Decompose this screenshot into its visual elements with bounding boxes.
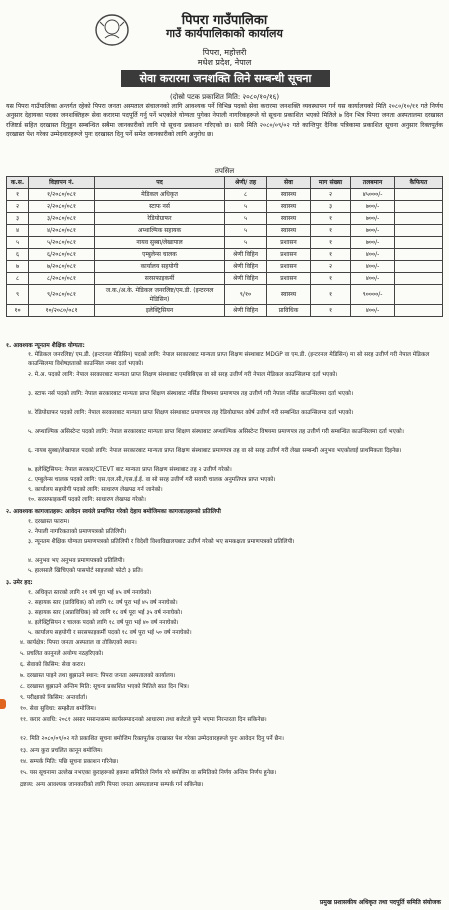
table-cell: ७ bbox=[7, 261, 29, 273]
table-cell: २ bbox=[7, 201, 29, 213]
table-cell: श्रेणी विहिन bbox=[225, 305, 267, 317]
col-header: माग संख्या bbox=[311, 177, 351, 189]
table-cell bbox=[395, 249, 443, 261]
table-cell: ९ bbox=[7, 285, 29, 305]
table-cell: १/२०८०/०८१ bbox=[29, 189, 95, 201]
table-cell: १ bbox=[7, 189, 29, 201]
table-cell: ४/२०८०/०८१ bbox=[29, 225, 95, 237]
table-cell: ९/१० bbox=[225, 285, 267, 305]
office-header bbox=[0, 6, 449, 68]
table-cell: मेडिकल अधिकृत bbox=[95, 189, 225, 201]
table-cell: श्रेणी विहिन bbox=[225, 261, 267, 273]
table-cell: ३ bbox=[311, 201, 351, 213]
table-caption: तपसिल bbox=[214, 167, 235, 175]
col-header: क.स. bbox=[7, 177, 29, 189]
section-heading: ३. उमेर हद: bbox=[6, 580, 33, 586]
table-cell: १० bbox=[7, 305, 29, 317]
notice-clause: १४. सम्पर्क मिति: पछि सूचना प्रकाशन गरिनेछ। bbox=[20, 759, 119, 765]
table-cell: ४५०००/- bbox=[351, 189, 395, 201]
table-cell: अप्थाल्मिक सहायक bbox=[95, 225, 225, 237]
table-cell: २ bbox=[311, 261, 351, 273]
table-row bbox=[7, 213, 443, 225]
table-row bbox=[7, 225, 443, 237]
qualification-item: ९. कार्यालय सहयोगी पदको लागि: साधारण लेखपढ गर्न जानेको। bbox=[28, 487, 163, 493]
notice-clause: १२. मिति २०८०/०९/०२ गते प्रकाशित सूचना बमोजिम रिक्तपूर्तक दरखास्त पेश गरेका उम्मेदवारहरूले पुनः आवेदन दिनु पर्ने छैन। bbox=[20, 736, 284, 742]
table-cell bbox=[395, 201, 443, 213]
table-cell: ५ bbox=[225, 237, 267, 249]
table-row bbox=[7, 261, 443, 273]
notice-clause: ७. दरखास्त पाइने तथा बुझाउने स्थान: पिपरा जनता अस्पतालको कार्यालय। bbox=[20, 673, 176, 679]
table-cell: स्वास्थ्य bbox=[267, 201, 311, 213]
table-cell: एम्बुलेन्स चालक bbox=[95, 249, 225, 261]
office-address: पिपरा, महोत्तरी bbox=[202, 48, 247, 57]
table-cell: प्राविधिक bbox=[267, 305, 311, 317]
table-cell: ७००/- bbox=[351, 225, 395, 237]
table-cell: ८ bbox=[7, 273, 29, 285]
table-cell: प्रशासन bbox=[267, 237, 311, 249]
table-cell bbox=[395, 189, 443, 201]
table-row bbox=[7, 305, 443, 317]
table-cell: ४००/- bbox=[351, 249, 395, 261]
table-cell: ९/२०८०/०८१ bbox=[29, 285, 95, 305]
notice-clause: १५. यस सूचनामा उल्लेख नभएका कुराहरूको हकमा समितिले निर्णय गरे बमोजिम वा समितिको निर्णय अन्तिम निर्णय हुनेछ। bbox=[20, 770, 277, 776]
document-item: ५. हालसालै खिचिएको पासपोर्ट साइजको फोटो ३ प्रति। bbox=[28, 568, 143, 574]
table-cell: प्रशासन bbox=[267, 273, 311, 285]
table-cell: १०/२०८०/०८१ bbox=[29, 305, 95, 317]
qualification-item: ५. अप्थाल्मिक असिस्टेन्ट पदको लागि: नेपाल सरकारबाट मान्यता प्राप्त शिक्षण संस्थाबाट अप्थाल्मिक असिस्टेन्ट विषयमा प्रमाणपत्र तह उत्तीर्ण गरी सम्बन्धित काउन्सिलमा दर्ता भएको। bbox=[28, 429, 404, 435]
office-subtitle: गाउँ कार्यपालिकाको कार्यालय bbox=[166, 27, 283, 40]
table-row bbox=[7, 237, 443, 249]
table-cell: श्रेणी विहिन bbox=[225, 249, 267, 261]
table-cell: ४००/- bbox=[351, 273, 395, 285]
qualification-item: ८. एम्बुलेन्स चालक पदको लागि: एस.एल.सी./एस.ई.ई. वा सो सरह उत्तीर्ण गरी सवारी चालक अनुमतिपत्र प्राप्त भएको। bbox=[28, 477, 276, 483]
table-cell bbox=[395, 305, 443, 317]
table-cell bbox=[395, 225, 443, 237]
table-cell: ६ bbox=[7, 249, 29, 261]
col-header: श्रेणी/ तह bbox=[225, 177, 267, 189]
document-item: ४. अनुभव भए अनुभव प्रमाणपत्रको प्रतिलिपी। bbox=[28, 558, 125, 564]
age-limit-item: २. सहायक स्तर (प्राविधिक) को लागि १८ वर्ष पूरा भई ४५ वर्ष ननाघेको। bbox=[28, 600, 178, 606]
table-cell: ५ bbox=[225, 225, 267, 237]
notice-clause: द्रष्टव्य: अन्य आवश्यक जानकारीको लागि पिपरा जनता अस्पतालमा सम्पर्क गर्न सकिनेछ। bbox=[20, 782, 204, 788]
document-item: १. दरखास्त फाराम। bbox=[28, 519, 70, 525]
table-cell: स्वास्थ्य bbox=[267, 225, 311, 237]
table-cell: ७००/- bbox=[351, 213, 395, 225]
table-cell: १ bbox=[311, 273, 351, 285]
qualification-item: ३. स्टाफ नर्स पदको लागि: नेपाल सरकारबाट मान्यता प्राप्त शिक्षण संस्थाबाट नर्सिङ विषयमा प्रमाणपत्र तह उत्तीर्ण गरी नेपाल नर्सिङ काउन्सिलमा दर्ता भएको। bbox=[28, 391, 354, 397]
table-cell: १ bbox=[311, 237, 351, 249]
table-cell bbox=[395, 237, 443, 249]
notice-clause: १३. अन्य कुरा प्रचलित कानून बमोजिम। bbox=[20, 748, 103, 754]
table-row bbox=[7, 273, 443, 285]
table-cell: १ bbox=[311, 249, 351, 261]
table-cell bbox=[395, 213, 443, 225]
table-cell: ३/२०८०/०८१ bbox=[29, 213, 95, 225]
table-cell: ९००००/- bbox=[351, 285, 395, 305]
table-cell: स्वास्थ्य bbox=[267, 189, 311, 201]
table-cell: ५/२०८०/०८१ bbox=[29, 237, 95, 249]
table-cell: ७००/- bbox=[351, 237, 395, 249]
office-province: मधेश प्रदेश, नेपाल bbox=[197, 58, 252, 67]
table-cell: ५ bbox=[225, 201, 267, 213]
table-cell: २ bbox=[311, 189, 351, 201]
table-cell: ज.क./अ.के. मेडिकल जनरलिष्ट/एम.डी. (इन्टरनल मेडिसिन) bbox=[95, 285, 225, 305]
office-name: पिपरा गाउँपालिका bbox=[181, 13, 268, 28]
qualification-item: १. मेडिकल जनरलिष्ट/ एम.डी. (इन्टरनल मेडिसिन) पदको लागि: नेपाल सरकारबाट मान्यता प्राप्त शिक्षण संस्थाबाट MDGP वा एम.डी. (इन्टरनल मेडिसिन) मा सो सरह उत्तीर्ण गरी नेपाल मेडिकल काउन्सिलमा विशेषज्ञताको काउन्सिल नम्बर दर्ता भएको। bbox=[28, 352, 430, 367]
table-cell: श्रेणी विहिन bbox=[225, 273, 267, 285]
document-item: २. नेपाली नागरिकताको प्रमाणपत्रको प्रतिलिपी। bbox=[28, 529, 127, 535]
page-edge-marker bbox=[0, 699, 6, 709]
qualification-item: ४. रेडियोग्राफर पदको लागि: नेपाल सरकारबाट मान्यता प्राप्त शिक्षण संस्थाबाट प्रमाणपत्र तह रेडियोग्राफर कोर्ष उत्तीर्ण गरी सम्बन्धित काउन्सिलमा दर्ता भएको। bbox=[28, 410, 354, 416]
table-row bbox=[7, 189, 443, 201]
col-header: तलबमान bbox=[351, 177, 395, 189]
table-cell: रेडियोग्राफर bbox=[95, 213, 225, 225]
age-limit-item: १. अधिकृत स्तरको लागि २१ वर्ष पूरा भई ४५ वर्ष ननाघेको। bbox=[28, 590, 152, 596]
table-cell: २/२०८०/०८१ bbox=[29, 201, 95, 213]
table-cell: ५ bbox=[7, 237, 29, 249]
qualification-item: २. मे.अ. पदको लागि: नेपाल सरकारबाट मान्यता प्राप्त शिक्षण संस्थाबाट एमबिबिएस वा सो सरह उत्तीर्ण गरी नेपाल मेडिकल काउन्सिलमा दर्ता भएको। bbox=[28, 372, 338, 378]
table-cell: प्रशासन bbox=[267, 249, 311, 261]
notice-clause: १०. सेवा सुविधा: सम्झौता बमोजिम। bbox=[20, 706, 96, 712]
col-header: पद bbox=[95, 177, 225, 189]
notice-intro: यस पिपरा गाउँपालिका अन्तर्गत रहेको पिपरा जनता अस्पताल संचालनको लागि आवश्यक पर्ने विभिन्न पदको सेवा करारमा जनशक्ति व्यवस्थापन गर्न यस कार्यालयको मिति २०८०/१०/११ गते निर्णय अनुसार देहायका पदका जनशक्तिहरू सेवा करारमा पदपूर्ति गर्नु पर्ने भएकोले योग्यता पुगेका नेपाली नागरिकहरूले यो सूचना प्रकाशित भएको मितिले ७ दिन भित्र पिपरा जनता अस्पतालमा दरखास्त रजिष्टर्ड सहित दरखास्त दिनुहुन सम्बन्धित सबैमा जानकारीको लागि यो सूचना प्रकाशन गरिएको छ। साथै मिति २०८०/०९/०२ गते कान्तिपुर दैनिक पत्रिकामा प्रकाशित सूचना अनुसार रिक्तपूर्तक दरखास्त पेश गरेका उम्मेदवारहरूले पुनः दरखास्त दिनु पर्ने समेत जानकारीको लागि अनुरोध छ। bbox=[6, 103, 443, 138]
table-cell: १ bbox=[311, 213, 351, 225]
age-limit-item: ५. कार्यालय सहयोगी र सरसफाइकर्मी पदको १८ वर्ष पूरा भई ५० वर्ष ननाघेको। bbox=[28, 630, 192, 636]
notice-clause: ६. सेवाको किसिम: सेवा करार। bbox=[20, 662, 86, 668]
section-heading: २. आवश्यक कागजातहरू: आवेदन स्वयंले प्रमाणित गरेको देहाय बमोजिमका कागजातहरूको प्रतिलिपी bbox=[6, 509, 221, 515]
table-cell: ४००/- bbox=[351, 261, 395, 273]
table-cell: ४ bbox=[7, 225, 29, 237]
table-header-row bbox=[7, 177, 443, 189]
table-cell: ८/२०८०/०८१ bbox=[29, 273, 95, 285]
table-cell: ७/२०८०/०८१ bbox=[29, 261, 95, 273]
table-cell: १ bbox=[311, 285, 351, 305]
vacancy-table bbox=[6, 176, 443, 317]
col-header: सेवा bbox=[267, 177, 311, 189]
notice-clause: ५. प्रचलित कानूनले अयोग्य नठहरिएको। bbox=[20, 651, 104, 657]
publish-date: (दोस्रो पटक प्रकाशित मिति: २०८०/१०/१६) bbox=[169, 93, 280, 101]
section-heading: १. आवश्यक न्यूनतम शैक्षिक योग्यता: bbox=[6, 343, 85, 349]
table-cell: प्रशासन bbox=[267, 261, 311, 273]
age-limit-item: ३. सहायक स्तर (अप्राविधिक) को लागि १८ वर्ष पूरा भई ३५ वर्ष ननाघेको। bbox=[28, 610, 183, 616]
col-header: कैफियत bbox=[395, 177, 443, 189]
qualification-item: १०. सरसफाइकर्मी पदको लागि: साधारण लेखपढ गरेको। bbox=[28, 497, 146, 503]
table-cell bbox=[395, 273, 443, 285]
document-item: ३. न्यूनतम शैक्षिक योग्यता प्रमाणपत्रको प्रतिलिपी र विदेशी विश्वविद्यालयबाट उत्तीर्ण गरेको भए समकक्षता प्रमाणपत्रको प्रतिलिपी। bbox=[28, 539, 295, 545]
notice-clause: ९. परीक्षाको किसिम: अन्तर्वार्ता। bbox=[20, 695, 88, 701]
table-cell: स्वास्थ्य bbox=[267, 213, 311, 225]
table-cell: ८ bbox=[225, 189, 267, 201]
table-cell bbox=[395, 261, 443, 273]
table-cell: ७००/- bbox=[351, 201, 395, 213]
table-cell: सरसफाइकर्मी bbox=[95, 273, 225, 285]
table-row bbox=[7, 201, 443, 213]
notice-clause: ८. दरखास्त बुझाउने अन्तिम मिति: सूचना प्रकाशित भएको मितिले सात दिन भित्र। bbox=[20, 684, 189, 690]
table-row bbox=[7, 249, 443, 261]
notice-clause: ११. करार अवधि: २०८१ असार मसान्तसम्म कार्यसम्पादनको आधारमा तथा बजेटले पुग्ने भएमा निरन्तरता दिन सकिनेछ। bbox=[20, 717, 267, 723]
notice-clause: ४. कार्यक्षेत्र: पिपरा जनता अस्पताल वा तोकिएको स्थान। bbox=[20, 640, 137, 646]
col-header: विज्ञापन नं. bbox=[29, 177, 95, 189]
qualification-item: ७. इलेक्ट्रिसियन: नेपाल सरकार/CTEVT बाट मान्यता प्राप्त शिक्षण संस्थाबाट तह २ उत्तीर्ण गरेको। bbox=[28, 467, 232, 473]
table-cell: १ bbox=[311, 305, 351, 317]
notice-title: सेवा करारमा जनशक्ति लिने सम्बन्धी सूचना bbox=[121, 70, 330, 87]
age-limit-item: ४. इलेक्ट्रिसियन र चालक पदको लागि १८ वर्ष पूरा भई ४० वर्ष ननाघेको। bbox=[28, 620, 179, 626]
table-cell: नायव सुब्बा/लेखापाल bbox=[95, 237, 225, 249]
table-row bbox=[7, 285, 443, 305]
signature: प्रमुख प्रशासकीय अधिकृत तथा पदपूर्ति समिति संयोजक bbox=[319, 899, 441, 906]
table-cell: १ bbox=[311, 225, 351, 237]
table-cell: ४००/- bbox=[351, 305, 395, 317]
qualification-item: ६. नायब सुब्बा/लेखापाल पदको लागि: नेपाल सरकारबाट मान्यता प्राप्त शिक्षण संस्थाबाट प्रमाणपत्र तह वा सो सरह उत्तीर्ण गरी लेखा सम्बन्धी अनुभव भएकोलाई प्राथमिकता दिइनेछ। bbox=[28, 448, 402, 454]
table-cell: स्टाफ नर्स bbox=[95, 201, 225, 213]
table-cell: इलेक्ट्रिसियन bbox=[95, 305, 225, 317]
table-cell bbox=[395, 285, 443, 305]
table-cell: ६/२०८०/०८१ bbox=[29, 249, 95, 261]
table-cell: स्वास्थ्य bbox=[267, 285, 311, 305]
table-cell: ३ bbox=[7, 213, 29, 225]
table-cell: ५ bbox=[225, 213, 267, 225]
table-cell: कार्यालय सहयोगी bbox=[95, 261, 225, 273]
